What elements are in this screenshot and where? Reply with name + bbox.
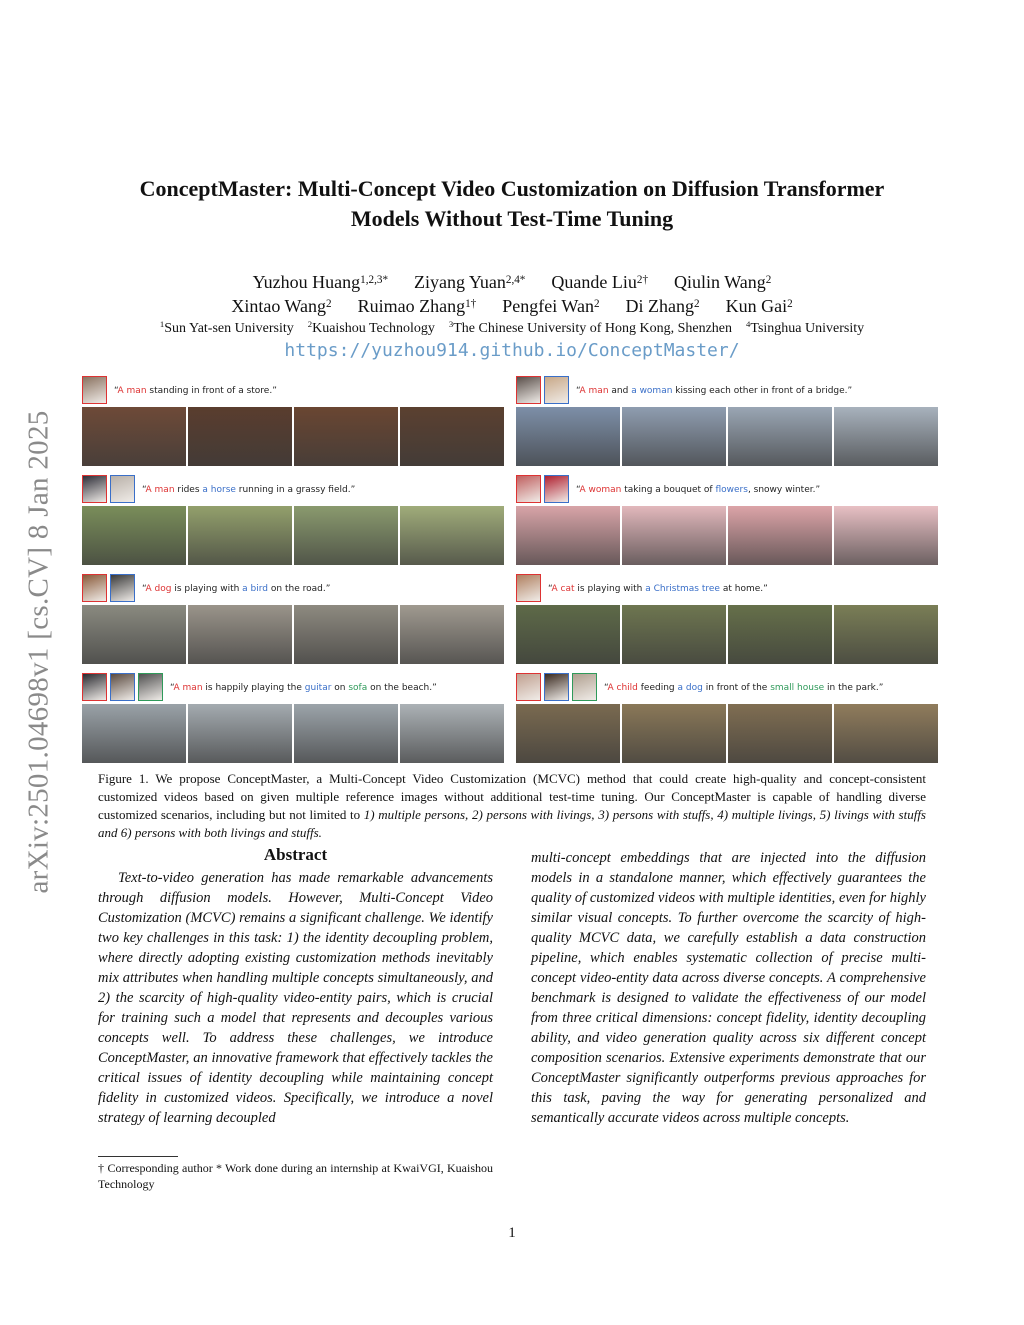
reference-image (516, 574, 541, 602)
caption-label: Figure 1. (98, 771, 149, 786)
video-frame (516, 407, 620, 466)
video-frame (188, 605, 292, 664)
abstract-heading: Abstract (263, 845, 328, 864)
project-url-link[interactable]: https://yuzhou914.github.io/ConceptMaster/ (284, 340, 740, 361)
affiliation-number: 4 (746, 319, 751, 330)
affiliation: $^3$The Chinese University of Hong Kong, Shenzhen (448, 319, 733, 336)
paper-title (90, 174, 934, 234)
reference-images (516, 574, 541, 604)
reference-images (516, 673, 597, 703)
reference-image (544, 376, 569, 404)
figure-row (80, 669, 503, 765)
author-affiliation-marks: 2† (636, 273, 649, 286)
video-frame (622, 506, 726, 565)
prompt-text (170, 683, 437, 693)
authors-row-1 (90, 270, 934, 294)
video-frame (834, 407, 938, 466)
author-affiliation-marks: 2 (593, 297, 600, 310)
prompt-text (576, 386, 852, 396)
affiliation-number: 3 (448, 319, 454, 330)
video-frame (82, 506, 186, 565)
prompt-segment: standing in front of a store.” (146, 386, 277, 396)
video-frame (82, 407, 186, 466)
prompt-segment: in front of the (702, 683, 771, 693)
affiliation: $^1$Sun Yat-sen University (159, 319, 294, 336)
caption-italic: 1) multiple persons, 2) persons with livings, 3) persons with stuffs, 4) multiple livings, 5) livings with stuffs and 6) persons with both livings and stuffs. (98, 807, 926, 840)
video-frame (728, 407, 832, 466)
video-frames (82, 407, 504, 466)
prompt-segment: “ (576, 485, 580, 495)
author-name: Quande Liu$^{2\dagger}$ (551, 272, 649, 292)
prompt-segment: A man (173, 683, 203, 693)
video-frame (294, 506, 398, 565)
video-frame (400, 704, 504, 763)
prompt-segment: is happily playing the (202, 683, 305, 693)
video-frames (82, 506, 504, 565)
prompt-segment: and (608, 386, 632, 396)
author-name: Kun Gai$^2$ (725, 296, 793, 316)
abstract-column-1: Text-to-video generation has made remarkable advancements through diffusion models. However, Multi-Concept Video Customization (MCVC) remains a significant challenge. We identify two key challenges in this task: 1) the identity decoupling problem, where directly adopting existing customization methods inevitably mix attributes when handling multiple concepts simultaneously, and 2) the scarcity of high-quality video-entity pairs, which is crucial for training such a model that represents and decouples various concepts well. To address these challenges, we introduce ConceptMaster, an innovative framework that effectively tackles the critical issues of identity decoupling while maintaining concept fidelity in customized videos. Specifically, we introduce a novel strategy of learning decoupled (98, 870, 493, 1126)
video-frame (728, 704, 832, 763)
reference-images (82, 475, 135, 505)
prompt-segment: a woman (631, 386, 673, 396)
reference-image (516, 475, 541, 503)
prompt-segment: on the beach.” (367, 683, 437, 693)
video-frame (516, 605, 620, 664)
prompt-segment: A man (579, 386, 609, 396)
reference-images (516, 475, 569, 505)
figure-1 (80, 372, 940, 767)
prompt-segment: “ (142, 485, 146, 495)
footnote-rule (98, 1156, 178, 1157)
reference-image (110, 574, 135, 602)
video-frames (82, 704, 504, 763)
prompt-segment: , snowy winter.” (747, 485, 821, 495)
figure-row (80, 570, 503, 666)
video-frame (834, 704, 938, 763)
prompt-segment: a bird (242, 584, 269, 594)
prompt-text (604, 683, 883, 693)
prompt-segment: a horse (202, 485, 236, 495)
prompt-segment: flowers (715, 485, 748, 495)
video-frame (728, 605, 832, 664)
video-frame (622, 407, 726, 466)
video-frame (294, 605, 398, 664)
prompt-segment: small house (770, 683, 825, 693)
author-name: Qiulin Wang$^2$ (674, 272, 772, 292)
prompt-segment: A child (607, 683, 638, 693)
reference-image (516, 376, 541, 404)
prompt-segment: at home.” (719, 584, 768, 594)
prompt-segment: a Christmas tree (645, 584, 720, 594)
author-affiliation-marks: 1,2,3* (360, 273, 389, 286)
figure-row (80, 372, 503, 468)
prompt-segment: feeding (637, 683, 678, 693)
prompt-segment: A man (117, 386, 147, 396)
prompt-segment: kissing each other in front of a bridge.” (672, 386, 853, 396)
reference-images (516, 376, 569, 406)
author-affiliation-marks: 2 (326, 297, 332, 310)
prompt-text (576, 485, 820, 495)
affiliations (90, 321, 934, 337)
prompt-segment: rides (174, 485, 203, 495)
reference-image (82, 376, 107, 404)
affiliation: $^2$Kuaishou Technology (307, 319, 435, 336)
video-frame (188, 704, 292, 763)
reference-image (82, 574, 107, 602)
affiliation-number: 1 (159, 319, 165, 330)
page-number: 1 (508, 1225, 516, 1241)
video-frame (834, 506, 938, 565)
reference-image (544, 673, 569, 701)
reference-image (110, 673, 135, 701)
figure-row (80, 471, 503, 567)
prompt-segment: running in a grassy field.” (235, 485, 356, 495)
prompt-segment: a dog (677, 683, 703, 693)
prompt-text (142, 584, 330, 594)
prompt-text (114, 386, 277, 396)
author-list (90, 270, 934, 318)
prompt-segment: “ (604, 683, 608, 693)
arxiv-watermark: arXiv:2501.04698v1 [cs.CV] 8 Jan 2025 (22, 410, 55, 894)
prompt-segment: “ (576, 386, 580, 396)
author-affiliation-marks: 2 (787, 297, 793, 310)
video-frame (834, 605, 938, 664)
reference-images (82, 673, 163, 703)
video-frame (82, 704, 186, 763)
video-frame (400, 605, 504, 664)
video-frame (294, 407, 398, 466)
author-affiliation-marks: 2,4* (505, 273, 526, 286)
video-frame (622, 605, 726, 664)
author-name: Di Zhang$^2$ (625, 296, 700, 316)
figure-row (514, 471, 937, 567)
authors-row-2 (90, 294, 934, 318)
reference-images (82, 376, 107, 406)
title-line-1: ConceptMaster: Multi-Concept Video Customization on Diffusion Transformer (139, 176, 885, 201)
prompt-segment: on the road.” (268, 584, 331, 594)
prompt-segment: is playing with (574, 584, 646, 594)
video-frames (82, 605, 504, 664)
prompt-segment: guitar (304, 683, 332, 693)
figure-row (514, 669, 937, 765)
author-affiliation-marks: 1† (465, 297, 477, 310)
author-name: Xintao Wang$^2$ (231, 296, 332, 316)
reference-image (572, 673, 597, 701)
prompt-segment: is playing with (171, 584, 243, 594)
affiliation-number: 2 (307, 319, 313, 330)
author-name: Ruimao Zhang$^{1\dagger}$ (357, 296, 477, 316)
prompt-segment: “ (548, 584, 552, 594)
caption-text: We propose ConceptMaster, a Multi-Concept Video Customization (MCVC) method that could create high-quality and concept-consistent customized videos based on given multiple reference images without additional test-time tuning. Our ConceptMaster is capable of handling diverse customized scenarios, including but not limited to (98, 771, 926, 822)
title-line-2: Models Without Test-Time Tuning (350, 206, 674, 231)
figure-row (514, 570, 937, 666)
prompt-segment: A cat (551, 584, 575, 594)
footnote: † Corresponding author * Work done during an internship at KwaiVGI, Kuaishou Technology (98, 1161, 493, 1191)
author-affiliation-marks: 2 (694, 297, 700, 310)
video-frame (516, 506, 620, 565)
affiliation: $^4$Tsinghua University (746, 319, 865, 336)
author-name: Ziyang Yuan$^{2,4*}$ (414, 272, 526, 292)
prompt-segment: A dog (145, 584, 172, 594)
prompt-text (548, 584, 768, 594)
prompt-segment: in the park.” (824, 683, 884, 693)
video-frame (82, 605, 186, 664)
author-name: Pengfei Wan$^2$ (502, 296, 600, 316)
figure-caption (98, 770, 926, 842)
video-frames (516, 506, 938, 565)
reference-image (110, 475, 135, 503)
video-frame (622, 704, 726, 763)
video-frame (400, 506, 504, 565)
prompt-segment: on (331, 683, 349, 693)
prompt-segment: “ (170, 683, 174, 693)
prompt-segment: taking a bouquet of (621, 485, 716, 495)
video-frame (294, 704, 398, 763)
video-frame (728, 506, 832, 565)
video-frame (516, 704, 620, 763)
prompt-segment: A man (145, 485, 175, 495)
prompt-segment: A woman (579, 485, 622, 495)
reference-image (138, 673, 163, 701)
video-frame (400, 407, 504, 466)
video-frame (188, 506, 292, 565)
prompt-text (142, 485, 355, 495)
reference-images (82, 574, 135, 604)
prompt-segment: “ (142, 584, 146, 594)
prompt-segment: sofa (348, 683, 368, 693)
figure-row (514, 372, 937, 468)
video-frames (516, 605, 938, 664)
abstract-column-2: multi-concept embeddings that are injected into the diffusion models in a standalone manner, which effectively guarantees the quality of customized videos with multiple identities, even for highly similar visual concepts. To further overcome the scarcity of high-quality MCVC data, we carefully establish a data construction pipeline, which enables systematic collection of precise multi-concept video-entity data across diverse concepts. A comprehensive benchmark is designed to validate the effectiveness of our model from three critical dimensions: concept fidelity, identity decoupling ability, and video generation quality across six different concept composition scenarios. Extensive experiments demonstrate that our ConceptMaster significantly outperforms previous approaches for this task, paving the way for generating personalized and semantically accurate videos across multiple concepts. (531, 850, 926, 1126)
reference-image (544, 475, 569, 503)
video-frames (516, 407, 938, 466)
prompt-segment: “ (114, 386, 118, 396)
author-name: Yuzhou Huang$^{1,2,3*}$ (252, 272, 389, 292)
reference-image (82, 475, 107, 503)
video-frames (516, 704, 938, 763)
video-frame (188, 407, 292, 466)
reference-image (516, 673, 541, 701)
author-affiliation-marks: 2 (765, 273, 772, 286)
reference-image (82, 673, 107, 701)
